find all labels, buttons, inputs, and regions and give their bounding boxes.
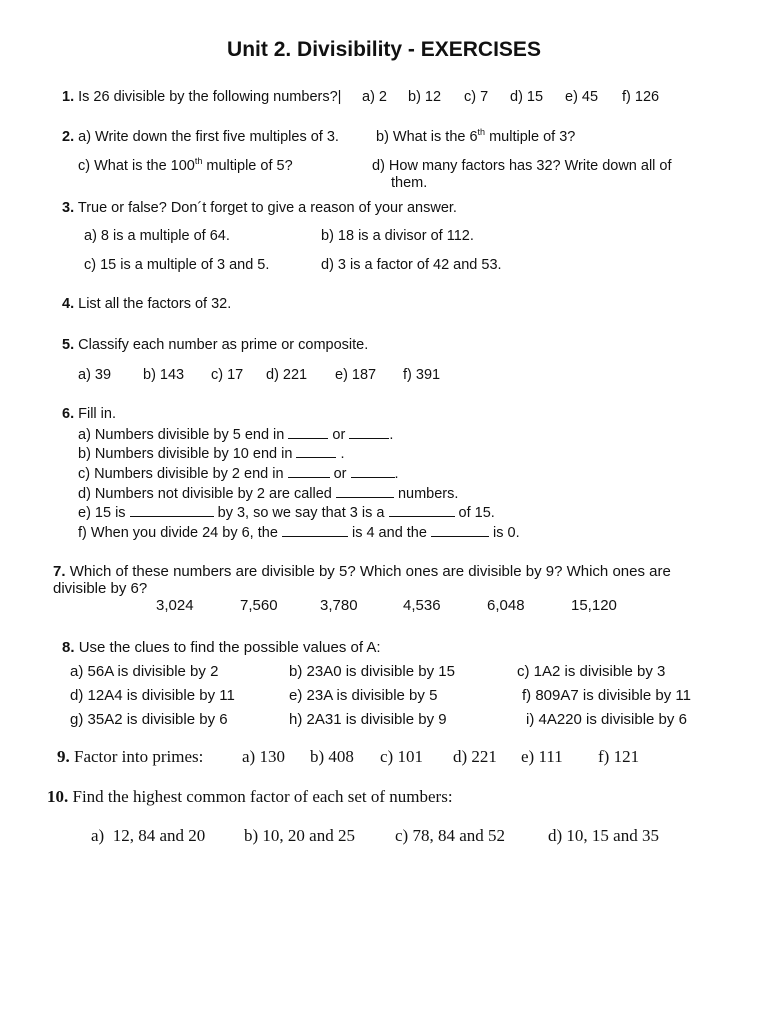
q2-part-c	[78, 158, 293, 174]
question-7-continued: divisible by 6?	[53, 580, 148, 597]
question-4	[62, 296, 231, 312]
question-text: List all the factors of 32.	[78, 296, 232, 312]
question-number: 6.	[62, 406, 75, 422]
q3-part-b: b) 18 is a divisor of 112.	[321, 228, 474, 244]
q5-option-e: e) 187	[335, 367, 377, 383]
q7-number: 7,560	[240, 597, 278, 614]
q3-part-c: c) 15 is a multiple of 3 and 5.	[84, 257, 270, 273]
fill-text: d) Numbers not divisible by 2 are called	[78, 486, 332, 502]
fill-text: is 4 and the	[351, 525, 427, 541]
question-number: 2.	[62, 129, 75, 145]
q6-part-a	[78, 426, 393, 443]
q9-option-c: c) 101	[380, 747, 423, 766]
q9-option-e: e) 111	[521, 747, 563, 766]
question-text: Find the highest common factor of each set of numbers:	[72, 787, 453, 806]
q10-option-a: a) 12, 84 and 20	[91, 826, 206, 845]
fill-text: is 0.	[493, 525, 520, 541]
fill-text: or	[332, 427, 346, 443]
q1-option-a: a) 2	[362, 89, 387, 105]
blank-line	[349, 426, 389, 439]
question-text: Classify each number as prime or composite.	[78, 337, 369, 353]
q6-part-b	[78, 445, 344, 462]
fill-text: of 15.	[458, 505, 495, 521]
q2-part-b	[376, 129, 575, 145]
question-text: Factor into primes:	[74, 747, 204, 766]
question-text: Fill in.	[78, 406, 116, 422]
q8-clue-i: i) 4A220 is divisible by 6	[526, 711, 687, 728]
question-text: True or false? Don´t forget to give a reason of your answer.	[77, 200, 457, 216]
q6-part-f	[78, 524, 520, 541]
question-number: 8.	[62, 639, 75, 656]
fill-text: f) When you divide 24 by 6, the	[78, 525, 278, 541]
q8-clue-e: e) 23A is divisible by 5	[289, 687, 438, 704]
q5-option-b: b) 143	[143, 367, 185, 383]
q8-clue-d: d) 12A4 is divisible by 11	[70, 687, 235, 704]
q1-option-e: e) 45	[565, 89, 599, 105]
q6-part-c	[78, 465, 399, 482]
q1-option-d: d) 15	[510, 89, 544, 105]
blank-line	[389, 504, 455, 517]
q2-part-c-text-end: multiple of 5?	[202, 158, 293, 174]
fill-text: .	[340, 446, 345, 462]
q2-part-b-text-end: multiple of 3?	[485, 129, 576, 145]
fill-text: a) Numbers divisible by 5 end in	[78, 427, 285, 443]
question-3	[62, 200, 457, 216]
q8-clue-b: b) 23A0 is divisible by 15	[289, 663, 455, 680]
blank-line	[296, 445, 336, 458]
q5-option-d: d) 221	[266, 367, 308, 383]
question-9	[57, 747, 203, 767]
q10-option-b: b) 10, 20 and 25	[244, 826, 355, 845]
page-title: Unit 2. Divisibility - EXERCISES	[227, 38, 541, 61]
fill-text: e) 15 is	[78, 505, 126, 521]
question-1	[62, 89, 341, 105]
q6-part-d	[78, 485, 458, 502]
fill-text: b) Numbers divisible by 10 end in	[78, 446, 293, 462]
fill-text: .	[389, 427, 394, 443]
q6-part-e	[78, 504, 495, 521]
q8-clue-g: g) 35A2 is divisible by 6	[70, 711, 228, 728]
q1-option-c: c) 7	[464, 89, 489, 105]
q2-part-c-text: c) What is the 100	[78, 158, 195, 174]
q9-option-a: a) 130	[242, 747, 285, 766]
question-8	[62, 639, 381, 656]
blank-line	[288, 426, 328, 439]
question-6	[62, 406, 116, 422]
blank-line	[351, 465, 395, 478]
q10-option-c: c) 78, 84 and 52	[395, 826, 506, 845]
fill-text: numbers.	[397, 486, 459, 502]
q2-part-d-continued: them.	[391, 175, 428, 191]
fill-text: .	[394, 466, 399, 482]
fill-text: by 3, so we say that 3 is a	[217, 505, 385, 521]
q8-clue-h: h) 2A31 is divisible by 9	[289, 711, 447, 728]
q2-part-b-text: b) What is the 6	[376, 129, 478, 145]
fill-text: c) Numbers divisible by 2 end in	[78, 466, 284, 482]
q9-option-d: d) 221	[453, 747, 497, 766]
superscript: th	[194, 156, 203, 167]
fill-text: or	[333, 466, 347, 482]
q10-option-d: d) 10, 15 and 35	[548, 826, 659, 845]
q8-clue-a: a) 56A is divisible by 2	[70, 663, 219, 680]
question-text: Use the clues to find the possible values of A:	[78, 639, 381, 656]
blank-line	[288, 465, 330, 478]
q9-option-b: b) 408	[310, 747, 354, 766]
q3-part-d: d) 3 is a factor of 42 and 53.	[321, 257, 502, 273]
q9-option-f: f) 121	[598, 747, 640, 766]
q2-part-a: a) Write down the first five multiples of 3.	[78, 129, 339, 145]
question-number: 5.	[62, 337, 75, 353]
q7-number: 3,024	[156, 597, 194, 614]
q7-number: 15,120	[571, 597, 617, 614]
question-7	[53, 563, 671, 580]
question-number: 9.	[57, 747, 70, 766]
blank-line	[130, 504, 214, 517]
blank-line	[431, 524, 489, 537]
question-number: 1.	[62, 89, 75, 105]
question-text: Is 26 divisible by the following numbers?|	[78, 89, 342, 105]
q2-part-d: d) How many factors has 32? Write down all of	[372, 158, 672, 174]
q8-clue-f: f) 809A7 is divisible by 11	[522, 687, 691, 704]
blank-line	[282, 524, 348, 537]
question-number: 4.	[62, 296, 75, 312]
q5-option-a: a) 39	[78, 367, 112, 383]
q8-clue-c: c) 1A2 is divisible by 3	[517, 663, 666, 680]
question-5	[62, 337, 368, 353]
question-2	[62, 129, 339, 145]
question-text: Which of these numbers are divisible by 5? Which ones are divisible by 9? Which ones are	[69, 563, 671, 580]
question-number: 3.	[62, 200, 75, 216]
q7-number: 4,536	[403, 597, 441, 614]
question-10	[47, 787, 453, 807]
question-number: 10.	[47, 787, 69, 806]
q5-option-c: c) 17	[211, 367, 244, 383]
blank-line	[336, 485, 394, 498]
q1-option-f: f) 126	[622, 89, 660, 105]
q1-option-b: b) 12	[408, 89, 442, 105]
superscript: th	[477, 127, 486, 138]
q7-number: 3,780	[320, 597, 358, 614]
question-number: 7.	[53, 563, 66, 580]
q3-part-a: a) 8 is a multiple of 64.	[84, 228, 230, 244]
q5-option-f: f) 391	[403, 367, 441, 383]
q7-number: 6,048	[487, 597, 525, 614]
